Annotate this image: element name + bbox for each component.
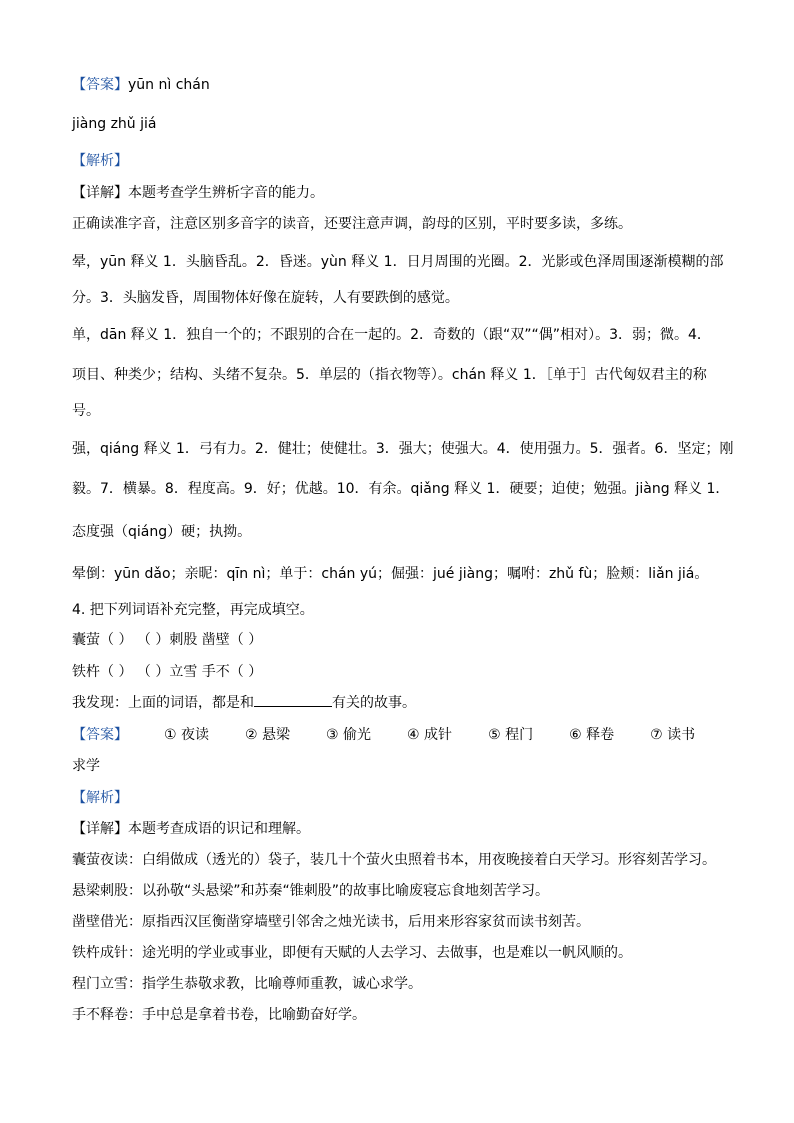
analysis-tag: 【解析】: [72, 790, 128, 806]
q3-answer-pinyin-1: yūn nì chán: [128, 77, 210, 93]
q3-line: 晕倒：yūn dǎo；亲昵：qīn nì；单于：chán yú；倔强：jué jiàng；嘱咐：zhǔ fù；脸颊：liǎn jiá。: [72, 566, 709, 582]
q4-answer-item: ⑤ 程门: [488, 727, 534, 743]
detail-tag: 【详解】: [72, 821, 128, 837]
q4-question: 4. 把下列词语补充完整，再完成填空。: [72, 602, 314, 618]
analysis-tag: 【解析】: [72, 153, 128, 169]
q4-row1: 囊萤（ ） （ ）刺股 凿壁（ ）: [72, 632, 263, 648]
q4-line: 铁杵成针：途光明的学业或事业，即便有天赋的人去学习、去做事，也是难以一帆风顺的。: [72, 945, 632, 961]
q4-answer-wrap: 求学: [72, 758, 100, 774]
q3-line: 晕，yūn 释义 1．头脑昏乱。2．昏迷。yùn 释义 1．日月周围的光圈。2．光影或色泽周围逐渐模糊的部: [72, 254, 724, 270]
q4-fill-after: 有关的故事。: [332, 695, 416, 711]
q3-line: 态度强（qiáng）硬；执拗。: [72, 524, 252, 540]
q3-answer-line2: jiàng zhǔ jiá: [72, 116, 157, 132]
q3-answer-line1: [72, 74, 210, 94]
q3-line: 正确读准字音，注意区别多音字的读音，还要注意声调，韵母的区别，平时要多读，多练。: [72, 216, 632, 232]
q3-line: 号。: [72, 403, 100, 419]
q3-detail-intro: [72, 182, 324, 202]
q3-line: 单，dān 释义 1．独自一个的；不跟别的合在一起的。2．奇数的（跟“双”“偶”相对）。3．弱；微。4．: [72, 327, 711, 343]
q3-line: 毅。7．横暴。8．程度高。9．好；优越。10．有余。qiǎng 释义 1．硬要；迫使；勉强。jiàng 释义 1．: [72, 481, 730, 497]
q4-detail-text: 本题考查成语的识记和理解。: [128, 821, 310, 837]
q4-answer-item: ④ 成针: [407, 727, 453, 743]
q4-answer-item: ② 悬梁: [245, 727, 291, 743]
answer-tag: 【答案】: [72, 727, 128, 743]
detail-tag: 【详解】: [72, 185, 128, 201]
q4-answer-item: ⑥ 释卷: [569, 727, 615, 743]
q4-answer-line: [72, 724, 695, 744]
q4-answer-item: ③ 偷光: [326, 727, 372, 743]
q4-detail-intro: [72, 818, 310, 838]
answer-tag: 【答案】: [72, 77, 128, 93]
q4-line: 囊萤夜读：白绢做成（透光的）袋子，装几十个萤火虫照着书本，用夜晚接着白天学习。形容刻苦学习。: [72, 852, 716, 868]
q4-fill: [72, 692, 416, 712]
q3-line: 项目、种类少；结构、头绪不复杂。5．单层的（指衣物等）。chán 释义 1．［单于］古代匈奴君主的称: [72, 367, 707, 383]
q3-line: 分。3．头脑发昏，周围物体好像在旋转，人有要跌倒的感觉。: [72, 290, 459, 306]
q4-line: 程门立雪：指学生恭敬求教，比喻尊师重教，诚心求学。: [72, 976, 422, 992]
q4-line: 悬梁刺股：以孙敬“头悬梁”和苏秦“锥刺股”的故事比喻废寝忘食地刻苦学习。: [72, 883, 550, 899]
q4-line: 手不释卷：手中总是拿着书卷，比喻勤奋好学。: [72, 1007, 366, 1023]
q4-line: 凿壁借光：原指西汉匡衡凿穿墙壁引邻舍之烛光读书，后用来形容家贫而读书刻苦。: [72, 914, 590, 930]
q3-detail-text: 本题考查学生辨析字音的能力。: [128, 185, 324, 201]
q4-answer-item: ⑦ 读书: [650, 727, 696, 743]
q3-line: 强，qiáng 释义 1．弓有力。2．健壮；使健壮。3．强大；使强大。4．使用强力。5．强者。6．坚定；刚: [72, 441, 734, 457]
q4-fill-before: 我发现：上面的词语，都是和: [72, 695, 254, 711]
q4-row2: 铁杵（ ） （ ）立雪 手不（ ）: [72, 664, 263, 680]
q4-answer-item: ① 夜读: [164, 727, 210, 743]
q4-fill-blank: [254, 694, 332, 707]
